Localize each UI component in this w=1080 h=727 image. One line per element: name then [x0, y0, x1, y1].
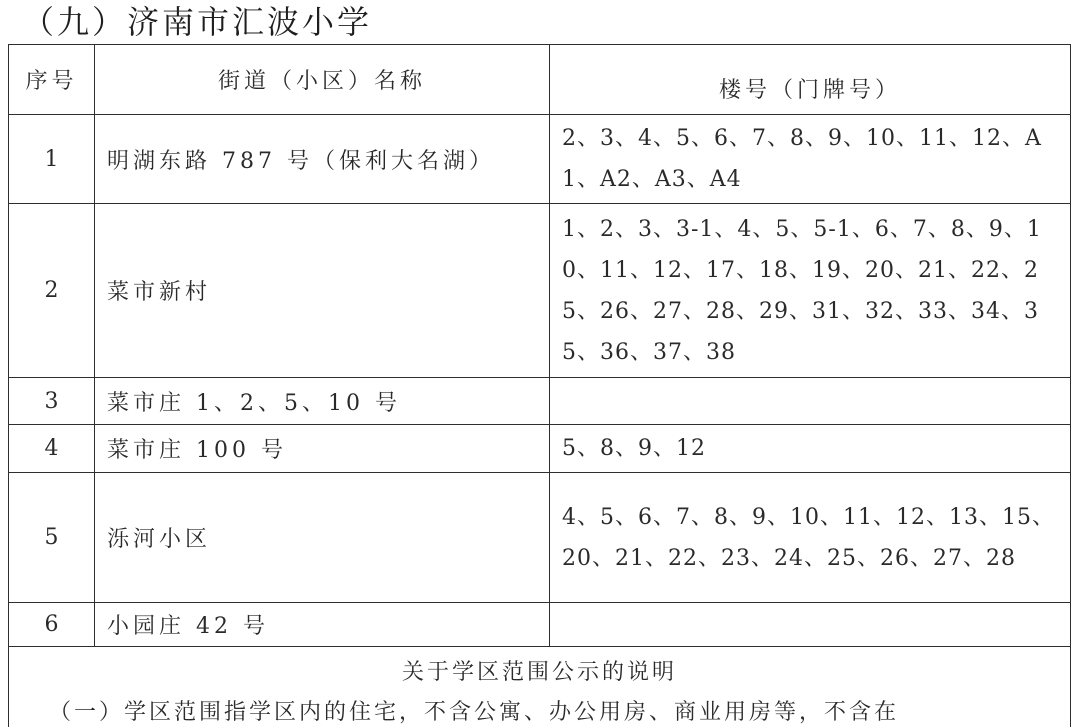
- notes-line-1: （一）学区范围指学区内的住宅，不含公寓、办公用房、商业用房等，不含在: [49, 700, 900, 725]
- row-buildings: 2、3、4、5、6、7、8、9、10、11、12、A1、A2、A3、A4: [550, 115, 1071, 204]
- table-row: [9, 603, 1071, 647]
- table-row: [9, 378, 1071, 425]
- row-street: 明湖东路 787 号（保利大名湖）: [95, 115, 550, 204]
- table-row: [9, 204, 1071, 378]
- row-buildings: 1、2、3、3-1、4、5、5-1、6、7、8、9、10、11、12、17、18、19、20、21、22、25、26、27、28、29、31、32、33、34、35、36、37、38: [550, 204, 1071, 378]
- row-street: 菜市新村: [95, 204, 550, 378]
- row-seq: 1: [9, 115, 95, 204]
- header-building: 楼号（门牌号）: [550, 45, 1071, 115]
- row-street: 小园庄 42 号: [95, 603, 550, 647]
- row-seq: 5: [9, 473, 95, 603]
- notes-row: [9, 647, 1071, 727]
- row-seq: 3: [9, 378, 95, 425]
- school-district-table: [8, 44, 1071, 727]
- table-row: [9, 473, 1071, 603]
- header-street: 街道（小区）名称: [95, 45, 550, 115]
- row-buildings: 4、5、6、7、8、9、10、11、12、13、15、20、21、22、23、24、25、26、27、28: [550, 473, 1071, 603]
- row-buildings: [550, 603, 1071, 647]
- notes-title: 关于学区范围公示的说明: [401, 660, 677, 685]
- header-seq: 序号: [9, 45, 95, 115]
- row-buildings: 5、8、9、12: [550, 425, 1071, 473]
- table-row: [9, 425, 1071, 473]
- table-row: [9, 115, 1071, 204]
- row-seq: 4: [9, 425, 95, 473]
- row-seq: 2: [9, 204, 95, 378]
- row-street: 泺河小区: [95, 473, 550, 603]
- row-buildings: [550, 378, 1071, 425]
- notes-cell: [9, 647, 1071, 727]
- page-title: （九）济南市汇波小学: [22, 3, 373, 41]
- row-seq: 6: [9, 603, 95, 647]
- row-street: 菜市庄 100 号: [95, 425, 550, 473]
- table-header-row: [9, 45, 1071, 115]
- row-street: 菜市庄 1、2、5、10 号: [95, 378, 550, 425]
